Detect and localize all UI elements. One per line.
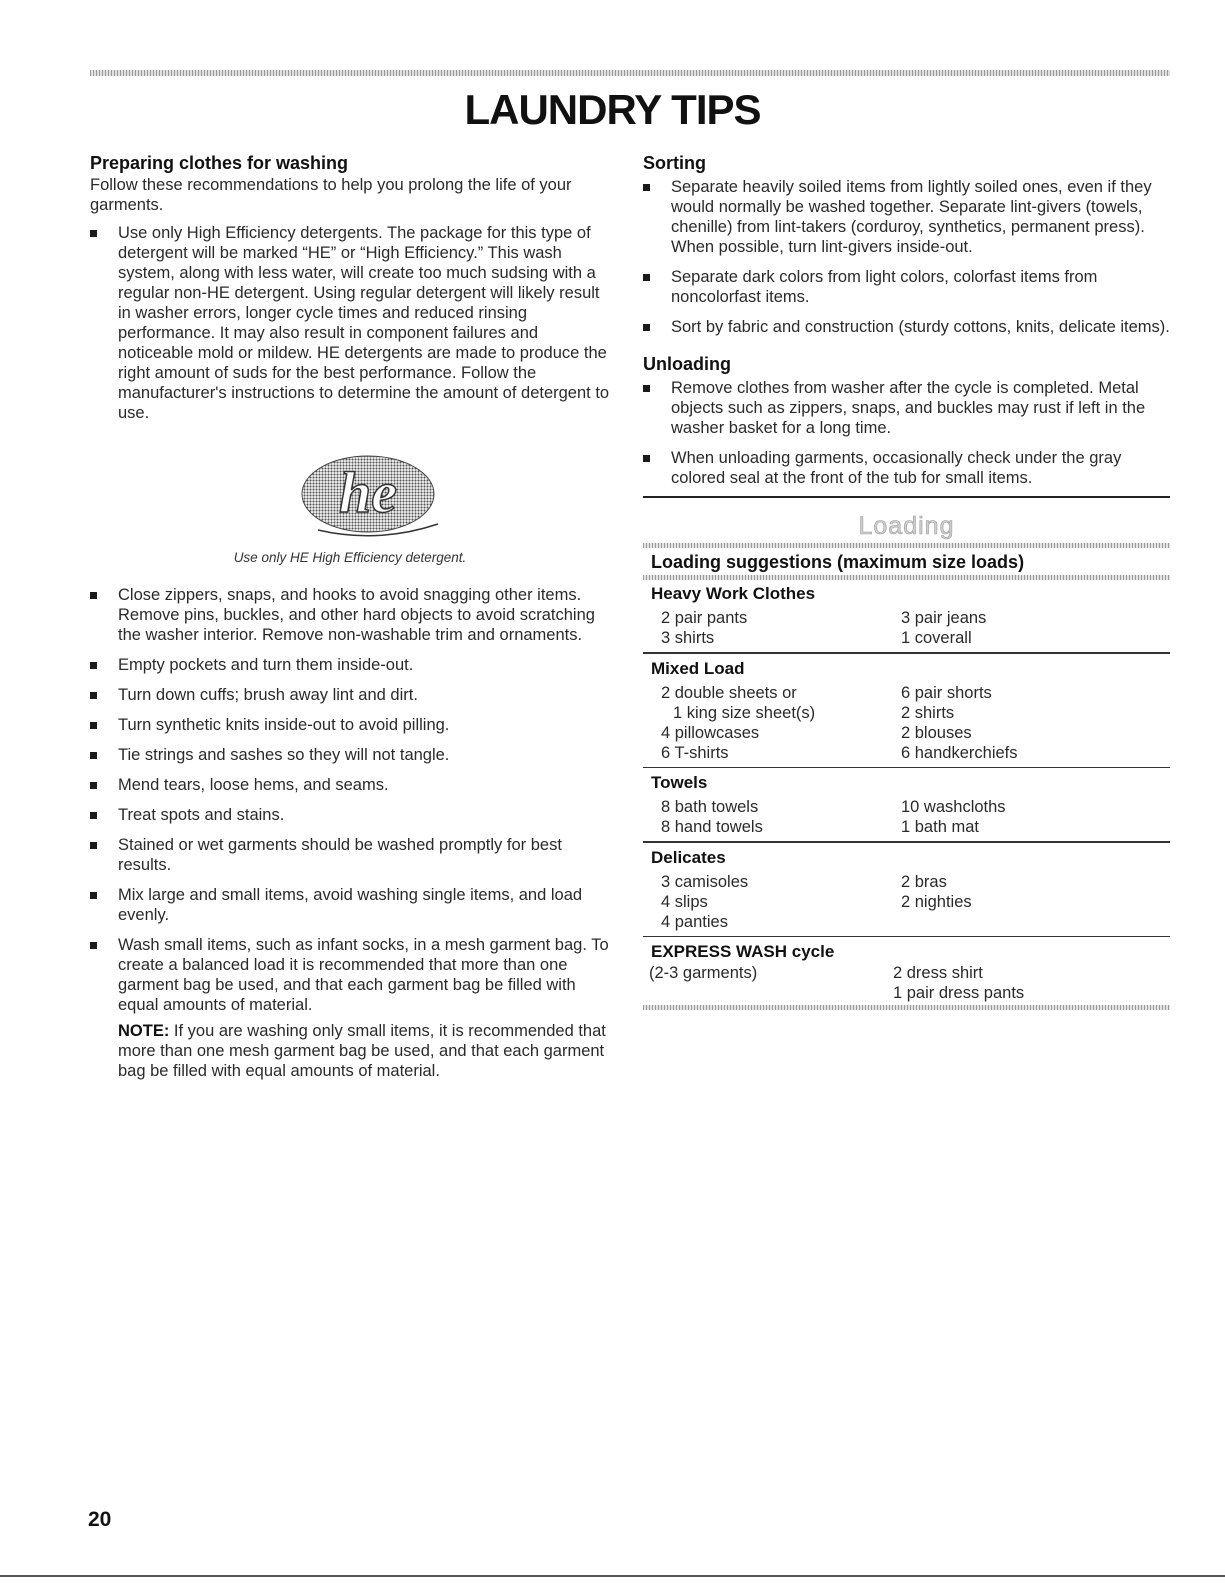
dotted-rule: [643, 575, 1170, 580]
preparing-bullet-list: [90, 585, 610, 1091]
load-item: 6 T-shirts: [661, 743, 729, 762]
he-bullet-list: [90, 223, 610, 423]
load-item: 2 pair pants: [661, 609, 748, 627]
unloading-heading: Unloading: [643, 354, 731, 374]
sorting-list: [643, 177, 1170, 337]
load-item: 10 washcloths: [901, 798, 1006, 816]
loading-heading: Loading: [858, 512, 955, 540]
list-item: Remove clothes from washer after the cycle is completed. Metal objects such as zippers, snaps, and buckles may rust if left in the washer basket for a long time.: [643, 378, 1170, 438]
group-title-delicates: Delicates: [651, 847, 726, 867]
group-delicates: [661, 872, 1170, 932]
load-item: 2 double sheets or: [661, 683, 797, 702]
loading-suggestions-heading: Loading suggestions (maximum size loads): [651, 552, 1025, 572]
bullet-icon: [90, 592, 97, 599]
load-item: 6 pair shorts: [901, 683, 992, 702]
page-title: LAUNDRY TIPS: [464, 86, 761, 133]
bullet-icon: [90, 782, 97, 789]
load-item: (2-3 garments): [649, 964, 758, 982]
list-item: Use only High Efficiency detergents. The package for this type of detergent will be marked “HE” or “High Efficiency.” This wash system, along with less water, will create too much sudsing with a regular non-HE detergent. Using regular detergent will likely result in washer errors, longer cycle times and reduced rinsing performance. It may also result in component failures and noticeable mold or mildew. HE detergents are made to produce the right amount of suds for the best performance. Follow the manufacturer's instructions to determine the amount of detergent to use.: [90, 223, 610, 423]
load-item: 2 shirts: [901, 703, 955, 722]
bullet-icon: [643, 184, 650, 191]
group-title-heavy-work-clothes: Heavy Work Clothes: [651, 584, 816, 603]
preparing-heading: Preparing clothes for washing: [90, 153, 349, 173]
list-item: Turn synthetic knits inside-out to avoid pilling.: [90, 715, 610, 735]
load-item: 4 slips: [661, 892, 708, 911]
bullet-icon: [643, 385, 650, 392]
list-item: Sort by fabric and construction (sturdy cottons, knits, delicate items).: [643, 317, 1170, 337]
bullet-icon: [90, 722, 97, 729]
list-item: Stained or wet garments should be washed promptly for best results.: [90, 835, 610, 875]
he-caption: Use only HE High Efficiency detergent.: [233, 550, 467, 565]
list-item: Empty pockets and turn them inside-out.: [90, 655, 610, 675]
bottom-rule: [0, 1575, 1225, 1577]
list-item: Turn down cuffs; brush away lint and dirt.: [90, 685, 610, 705]
page-number: 20: [88, 1508, 112, 1531]
load-item: 3 shirts: [661, 629, 715, 647]
preparing-intro: Follow these recommendations to help you prolong the life of your garments.: [90, 176, 572, 214]
list-item: Tie strings and sashes so they will not tangle.: [90, 745, 610, 765]
load-item: 3 camisoles: [661, 872, 749, 891]
bullet-icon: [90, 842, 97, 849]
load-item: 2 dress shirt: [893, 964, 983, 982]
group-divider: [643, 841, 1170, 843]
group-title-express-wash: EXPRESS WASH cycle: [651, 942, 835, 961]
group-heavy-work-clothes: [661, 608, 1170, 648]
load-item: 3 pair jeans: [901, 609, 987, 627]
list-item: Close zippers, snaps, and hooks to avoid snagging other items. Remove pins, buckles, and other hard objects to avoid scratching the washer interior. Remove non-washable trim and ornaments.: [90, 585, 610, 645]
load-item: 8 hand towels: [661, 818, 763, 836]
he-logo-text: he: [339, 460, 397, 525]
load-item: 1 coverall: [901, 629, 972, 647]
group-towels: [661, 797, 1170, 837]
note: NOTE: If you are washing only small items, it is recommended that more than one mesh garment bag be used, and that each garment bag be filled with equal amounts of material.: [118, 1022, 606, 1080]
group-express-wash: [643, 963, 1170, 1003]
bullet-icon: [643, 455, 650, 462]
load-item: 2 nighties: [901, 892, 972, 911]
load-item: 1 pair dress pants: [893, 984, 1025, 1002]
bullet-icon: [643, 274, 650, 281]
group-divider: [643, 936, 1170, 938]
group-title-towels: Towels: [651, 773, 708, 792]
section-divider: [643, 496, 1170, 498]
load-item: 1 bath mat: [901, 818, 979, 836]
bullet-icon: [90, 230, 97, 237]
bullet-icon: [643, 324, 650, 331]
load-item: 1 king size sheet(s): [673, 703, 816, 722]
list-item: Mix large and small items, avoid washing single items, and load evenly.: [90, 885, 610, 925]
list-item: Separate dark colors from light colors, colorfast items from noncolorfast items.: [643, 267, 1170, 307]
bullet-icon: [90, 662, 97, 669]
list-item: When unloading garments, occasionally check under the gray colored seal at the front of the tub for small items.: [643, 448, 1170, 488]
list-item: Separate heavily soiled items from lightly soiled ones, even if they would normally be washed together. Separate lint-givers (towels, chenille) from lint-takers (corduroy, synthetics, permanent press). When possible, turn lint-givers inside-out.: [643, 177, 1170, 257]
group-divider: [643, 767, 1170, 769]
unloading-list: [643, 378, 1170, 488]
load-item: 2 bras: [901, 872, 947, 891]
load-item: 6 handkerchiefs: [901, 743, 1018, 762]
bullet-icon: [90, 892, 97, 899]
dotted-rule: [643, 543, 1170, 548]
sorting-heading: Sorting: [643, 153, 706, 173]
load-item: 8 bath towels: [661, 798, 759, 816]
list-item: Mend tears, loose hems, and seams.: [90, 775, 610, 795]
group-divider: [643, 652, 1170, 654]
left-column: [90, 152, 610, 1080]
dotted-rule: [643, 1005, 1170, 1010]
load-item: 4 pillowcases: [661, 723, 760, 742]
list-item: Wash small items, such as infant socks, in a mesh garment bag. To create a balanced load it is recommended that more than one garment bag be used, and that each garment bag be filled with equal amounts of material.: [90, 935, 610, 1015]
bullet-icon: [90, 942, 97, 949]
group-mixed-load: [661, 683, 1170, 763]
bullet-icon: [90, 692, 97, 699]
load-item: 4 panties: [661, 912, 728, 931]
top-dotted-rule: [90, 70, 1170, 76]
he-logo-icon: [288, 452, 448, 542]
load-item: 2 blouses: [901, 723, 972, 742]
list-item: Treat spots and stains.: [90, 805, 610, 825]
bullet-icon: [90, 812, 97, 819]
bullet-icon: [90, 752, 97, 759]
group-title-mixed-load: Mixed Load: [651, 658, 745, 678]
right-column: [643, 152, 1170, 1010]
